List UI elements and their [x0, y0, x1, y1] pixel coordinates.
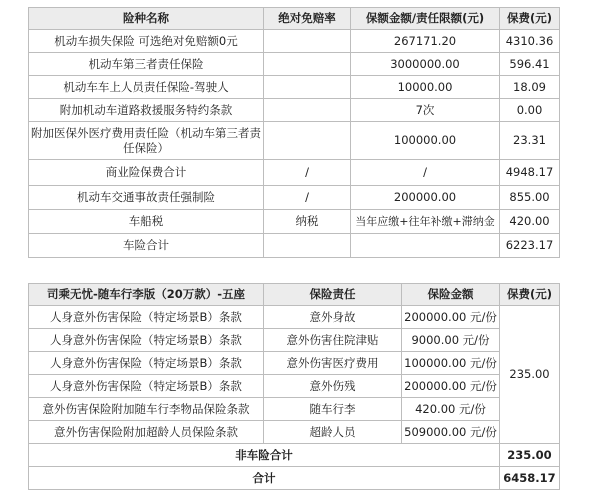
table-row — [29, 76, 560, 99]
table-row — [29, 329, 560, 352]
coverage-name: 车船税 — [29, 210, 264, 234]
premium: 855.00 — [500, 186, 560, 210]
subtotal-value: 235.00 — [500, 444, 560, 467]
liability: 意外身故 — [264, 306, 402, 329]
table-row — [29, 352, 560, 375]
deductible: / — [264, 186, 351, 210]
deductible: 纳税 — [264, 210, 351, 234]
table-row — [29, 122, 560, 160]
premium: 4948.17 — [500, 160, 560, 186]
sum-insured: 9000.00 元/份 — [402, 329, 500, 352]
premium: 23.31 — [500, 122, 560, 160]
table-row — [29, 306, 560, 329]
total-row — [29, 467, 560, 490]
coverage-name: 商业险保费合计 — [29, 160, 264, 186]
clause-name: 意外伤害保险附加超龄人员保险条款 — [29, 421, 264, 444]
header-premium: 保费(元) — [500, 284, 560, 306]
table-row — [29, 234, 560, 258]
deductible — [264, 30, 351, 53]
clause-name: 人身意外伤害保险（特定场景B）条款 — [29, 352, 264, 375]
sum-insured: 200000.00 元/份 — [402, 375, 500, 398]
total-label: 合计 — [29, 467, 500, 490]
clause-name: 人身意外伤害保险（特定场景B）条款 — [29, 306, 264, 329]
clause-name: 人身意外伤害保险（特定场景B）条款 — [29, 375, 264, 398]
table-row — [29, 160, 560, 186]
clause-name: 人身意外伤害保险（特定场景B）条款 — [29, 329, 264, 352]
liability: 意外伤残 — [264, 375, 402, 398]
coverage-name: 机动车损失保险 可选绝对免赔额0元 — [29, 30, 264, 53]
premium: 18.09 — [500, 76, 560, 99]
header-coverage-name: 险种名称 — [29, 8, 264, 30]
sum-insured: 当年应缴+往年补缴+滞纳金 — [351, 210, 500, 234]
clause-name: 意外伤害保险附加随车行李物品保险条款 — [29, 398, 264, 421]
table-row — [29, 375, 560, 398]
coverage-name: 附加医保外医疗费用责任险（机动车第三者责任保险） — [29, 122, 264, 160]
sum-insured: 3000000.00 — [351, 53, 500, 76]
total-value: 6458.17 — [500, 467, 560, 490]
liability: 随车行李 — [264, 398, 402, 421]
table-row — [29, 99, 560, 122]
sum-insured: 10000.00 — [351, 76, 500, 99]
subtotal-label: 非车险合计 — [29, 444, 500, 467]
deductible: / — [264, 160, 351, 186]
table-row — [29, 210, 560, 234]
deductible — [264, 53, 351, 76]
sum-insured: 267171.20 — [351, 30, 500, 53]
sum-insured — [351, 234, 500, 258]
liability: 意外伤害医疗费用 — [264, 352, 402, 375]
deductible — [264, 234, 351, 258]
header-sum-insured: 保额金额/责任限额(元) — [351, 8, 500, 30]
header-liability: 保险责任 — [264, 284, 402, 306]
table-row — [29, 53, 560, 76]
liability: 意外伤害住院津贴 — [264, 329, 402, 352]
vehicle-insurance-table — [28, 7, 560, 258]
table-header-row — [29, 8, 560, 30]
sum-insured: 420.00 元/份 — [402, 398, 500, 421]
sum-insured: / — [351, 160, 500, 186]
header-deductible: 绝对免赔率 — [264, 8, 351, 30]
table-row — [29, 421, 560, 444]
sum-insured: 200000.00 — [351, 186, 500, 210]
sum-insured: 7次 — [351, 99, 500, 122]
deductible — [264, 99, 351, 122]
sum-insured: 200000.00 元/份 — [402, 306, 500, 329]
premium: 420.00 — [500, 210, 560, 234]
coverage-name: 机动车车上人员责任保险-驾驶人 — [29, 76, 264, 99]
coverage-name: 机动车交通事故责任强制险 — [29, 186, 264, 210]
header-premium: 保费(元) — [500, 8, 560, 30]
coverage-name: 机动车第三者责任保险 — [29, 53, 264, 76]
premium: 0.00 — [500, 99, 560, 122]
sum-insured: 100000.00 — [351, 122, 500, 160]
sum-insured: 509000.00 元/份 — [402, 421, 500, 444]
header-sum-insured: 保险金额 — [402, 284, 500, 306]
coverage-name: 车险合计 — [29, 234, 264, 258]
coverage-name: 附加机动车道路救援服务特约条款 — [29, 99, 264, 122]
merged-premium: 235.00 — [500, 306, 560, 444]
non-vehicle-insurance-table — [28, 283, 560, 490]
table-header-row — [29, 284, 560, 306]
table-row — [29, 186, 560, 210]
sum-insured: 100000.00 元/份 — [402, 352, 500, 375]
header-product-name: 司乘无忧-随车行李版（20万款）-五座 — [29, 284, 264, 306]
table-row — [29, 398, 560, 421]
table-row — [29, 30, 560, 53]
subtotal-row — [29, 444, 560, 467]
deductible — [264, 76, 351, 99]
premium: 596.41 — [500, 53, 560, 76]
liability: 超龄人员 — [264, 421, 402, 444]
premium: 4310.36 — [500, 30, 560, 53]
premium: 6223.17 — [500, 234, 560, 258]
deductible — [264, 122, 351, 160]
